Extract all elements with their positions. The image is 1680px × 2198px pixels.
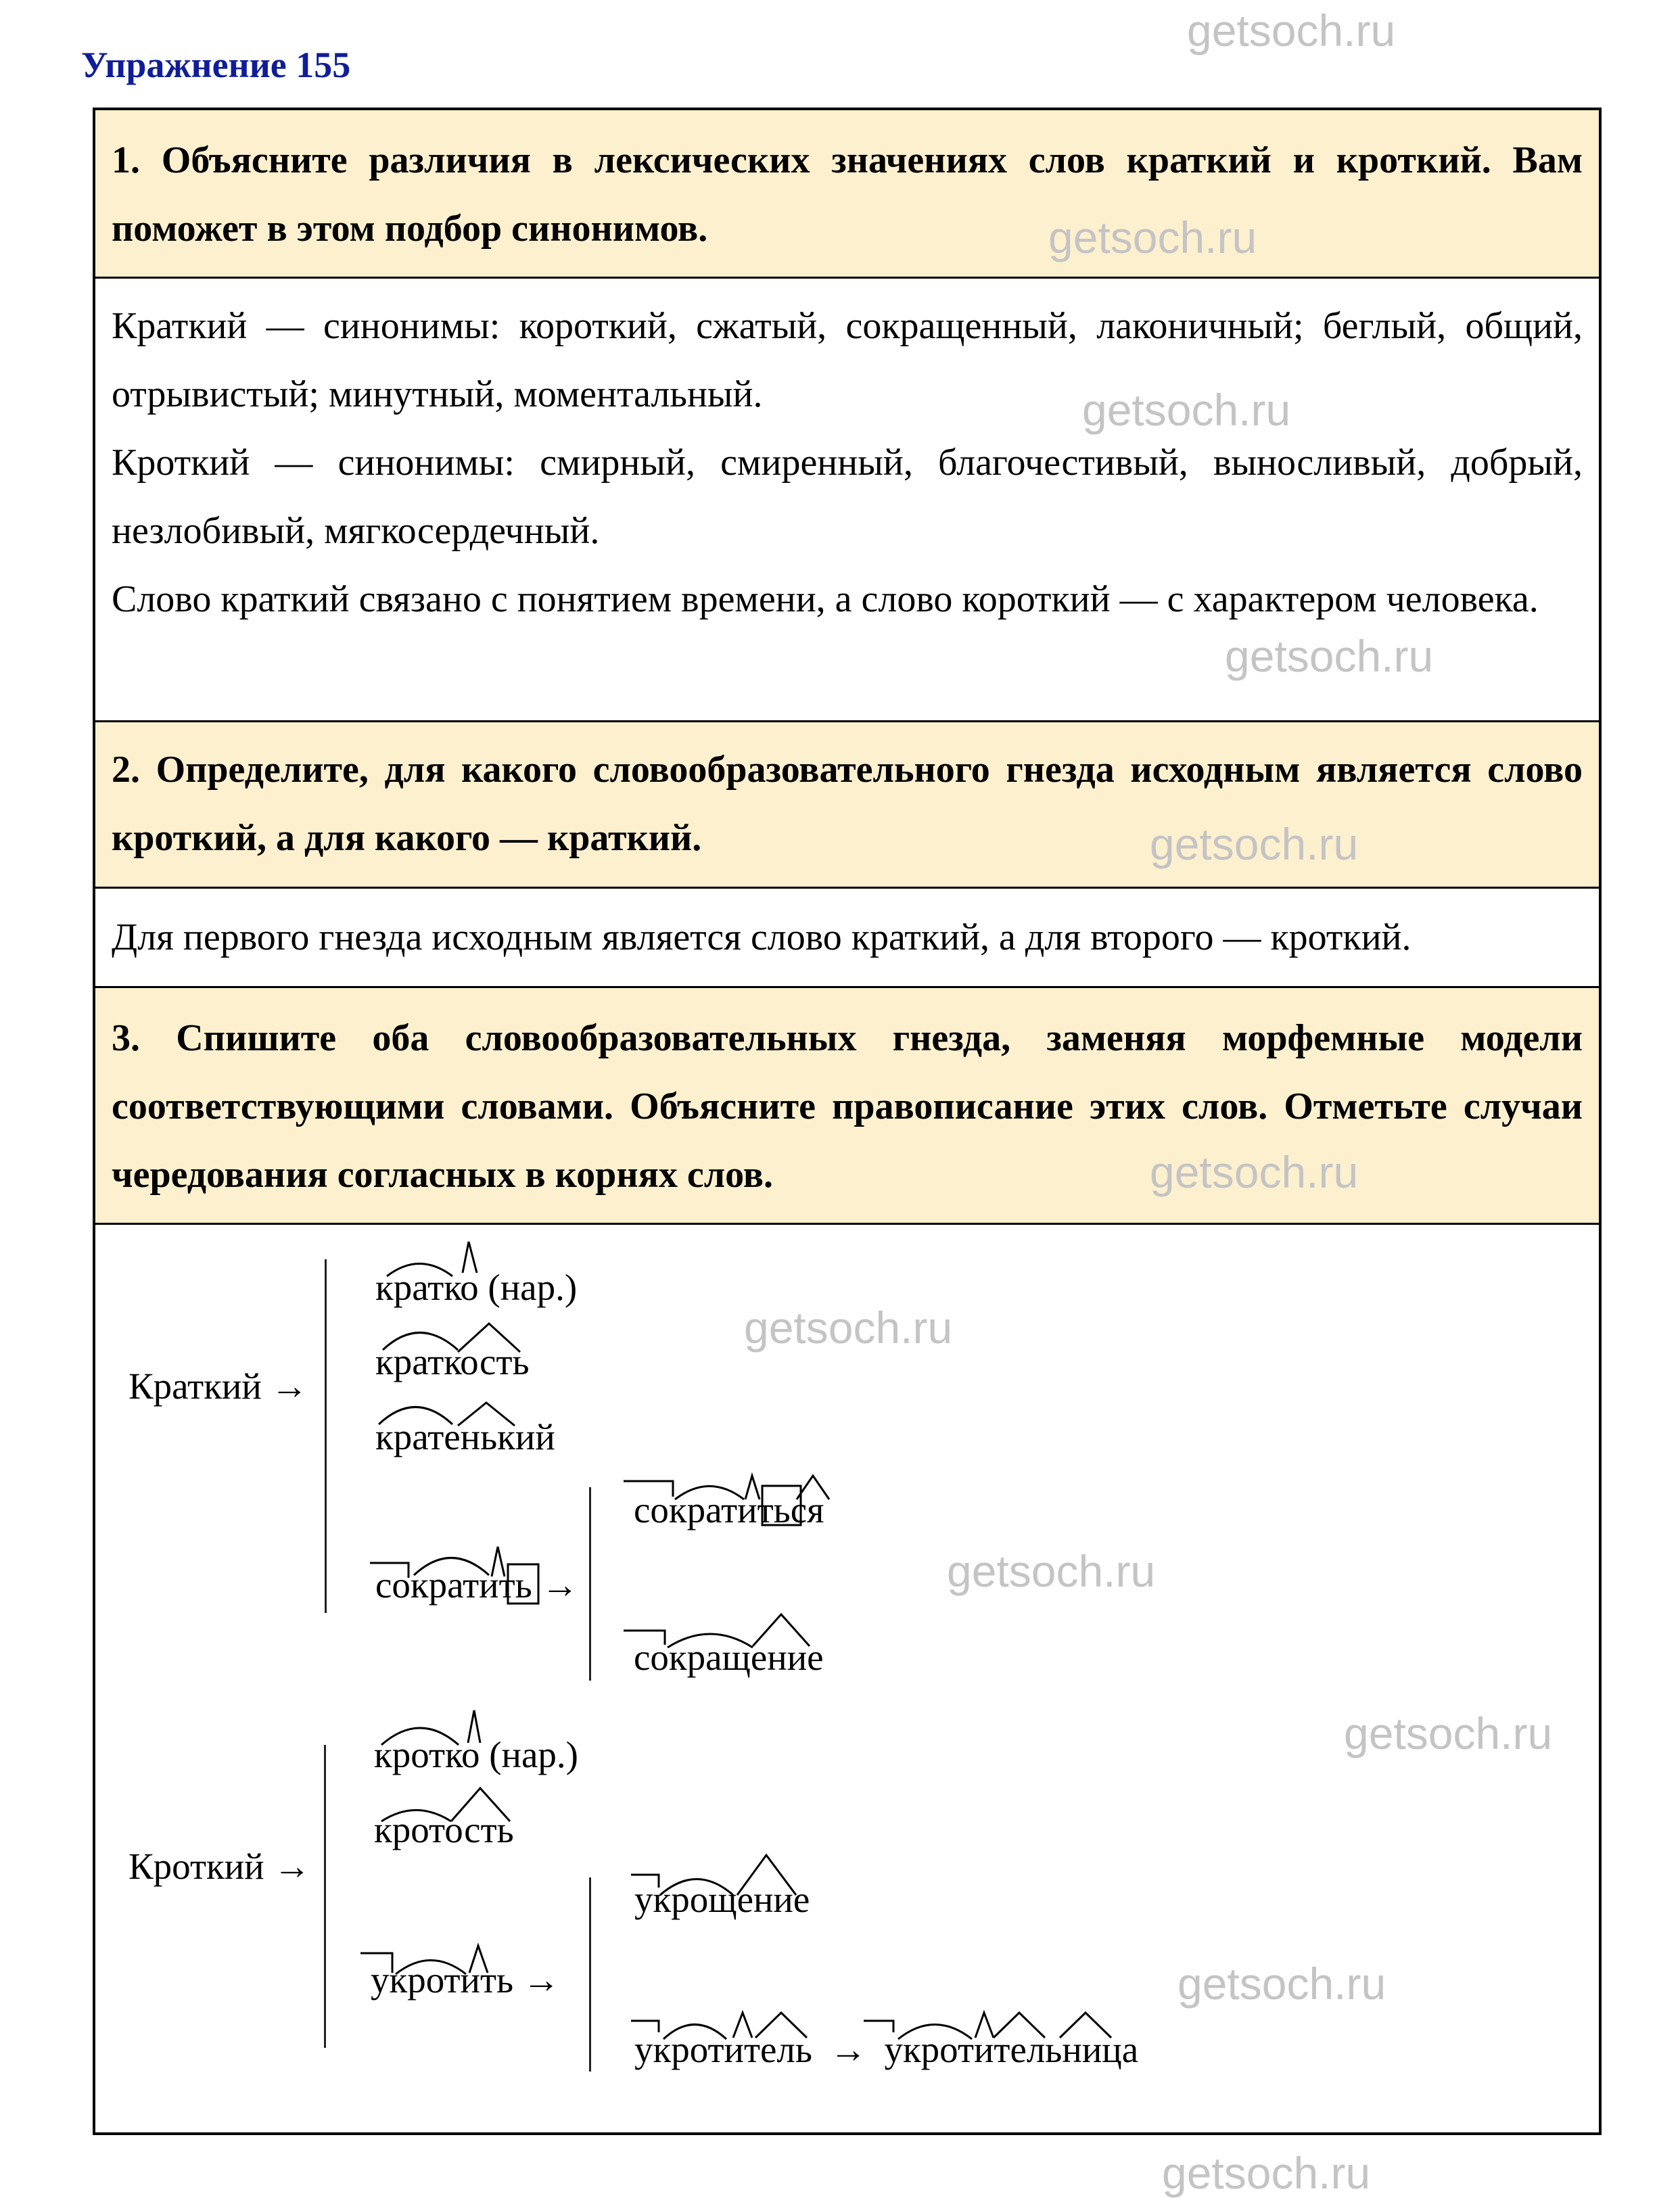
watermark: getsoch.ru [744, 1303, 953, 1353]
derived-word: сокращение [634, 1637, 824, 1678]
watermark: getsoch.ru [1162, 2148, 1371, 2198]
nest2-sub-bracket-line [589, 1877, 591, 2072]
task-3-question [95, 988, 1599, 1225]
derived-word: краткость [375, 1341, 530, 1382]
nest1-bracket-line [325, 1259, 327, 1613]
exercise-table [93, 108, 1602, 2135]
watermark: getsoch.ru [1177, 1959, 1386, 2009]
derived-word: кратенький [375, 1416, 555, 1457]
question-text: 2. Определите, для какого словообразовательного гнезда исходным является слово кроткий, а для какого — краткий. [112, 749, 1583, 859]
nest2-bracket-line [324, 1745, 326, 2048]
answer-paragraph: Кроткий — синонимы: смирный, смиренный, благочестивый, выносливый, добрый, незлобивый, мягкосердечный. [112, 442, 1583, 552]
derivation-arrow: → [829, 2029, 867, 2070]
derivation-chain [634, 2031, 1138, 2068]
derived-word: укротитель [634, 2029, 812, 2070]
derived-word: кротко (нар.) [374, 1734, 578, 1775]
watermark: getsoch.ru [947, 1546, 1156, 1596]
nest1-sub-bracket-line [589, 1487, 591, 1681]
task-2-question [95, 722, 1599, 889]
task-2-answer [95, 889, 1599, 988]
watermark: getsoch.ru [1048, 212, 1257, 262]
derived-word: сократиться [634, 1489, 824, 1530]
derived-word: укротительница [884, 2029, 1139, 2070]
watermark: getsoch.ru [1225, 631, 1434, 681]
exercise-title: Упражнение 155 [81, 45, 351, 85]
derived-word: кратко (нар.) [375, 1267, 578, 1308]
derived-word: укрощение [634, 1879, 810, 1920]
derived-word: сократить → [375, 1564, 579, 1606]
derived-word: укротить → [371, 1959, 560, 2001]
nest1-root-word: Краткий → [129, 1365, 308, 1407]
answer-paragraph: Слово краткий связано с понятием времени, а слово короткий — с характером человека. [112, 578, 1539, 620]
question-text: 1. Объясните различия в лексических значениях слов краткий и кроткий. Вам поможет в этом подбор синонимов. [112, 139, 1583, 250]
derived-word: кротость [374, 1809, 514, 1850]
watermark: getsoch.ru [1150, 819, 1359, 869]
answer-paragraph: Краткий — синонимы: короткий, сжатый, сокращенный, лаконичный; беглый, общий, отрывистый; минутный, моментальный. [112, 305, 1583, 415]
task-1-question [95, 110, 1599, 279]
watermark: getsoch.ru [1082, 385, 1291, 435]
nest2-root-word: Кроткий → [129, 1846, 311, 1887]
watermark: getsoch.ru [1150, 1147, 1359, 1197]
answer-paragraph: Для первого гнезда исходным является слово краткий, а для второго — кроткий. [112, 916, 1411, 958]
watermark: getsoch.ru [1187, 5, 1396, 55]
watermark: getsoch.ru [1344, 1708, 1553, 1758]
question-text: 3. Спишите оба словообразовательных гнезда, заменяя морфемные модели соответствующими словами. Объясните правописание этих слов. Отметьте случаи чередования согласных в корнях слов. [112, 1017, 1583, 1196]
